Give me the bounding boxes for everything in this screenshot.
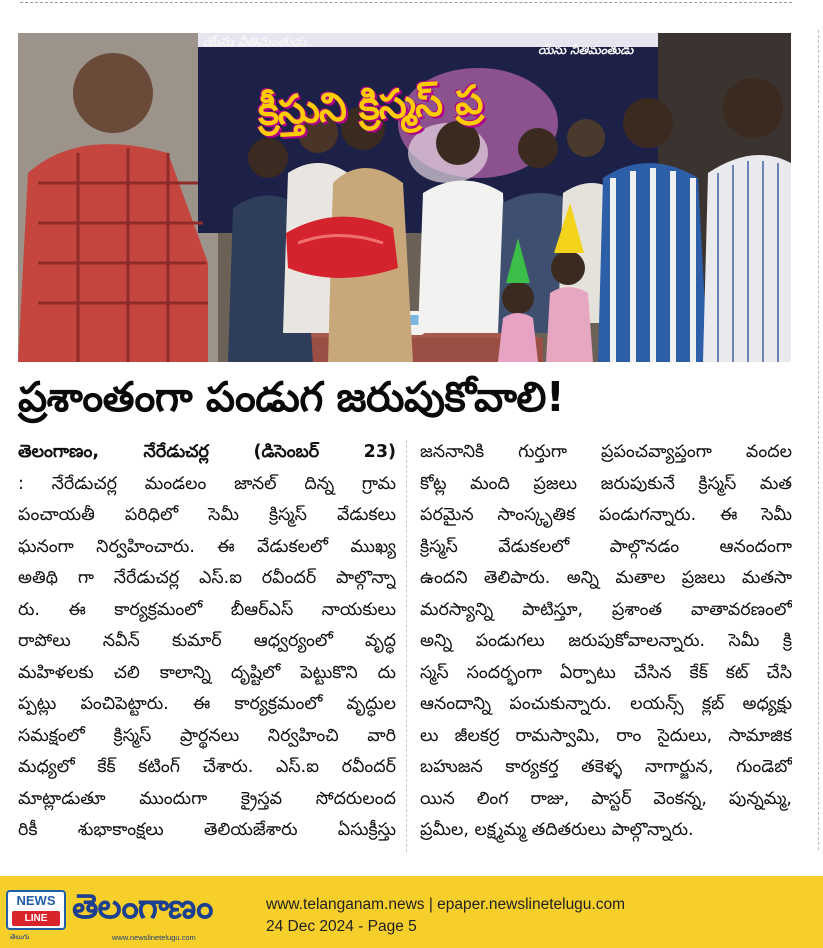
headline: ప్రశాంతంగా పండుగ జరుపుకోవాలి! [18, 373, 565, 421]
banner-text-main: క్రీస్తుని క్రిస్మస్ ప్ర [256, 77, 484, 135]
logo-line-text: LINE [12, 911, 60, 926]
footer-websites[interactable]: www.telanganam.news | epaper.newslinetelugu.com [266, 896, 626, 913]
column-divider [406, 440, 407, 852]
article-line: : నేరేడుచర్ల మండలం జానల్ దిన్న గ్రామ [18, 473, 396, 494]
footer-date-page: 24 Dec 2024 - Page 5 [266, 918, 417, 935]
article-line: ఆనందాన్ని పంచుకున్నారు. లయన్స్ క్లబ్ అధ్యక్షు [420, 694, 792, 714]
logo-news-text: NEWS [16, 893, 56, 908]
article-line: యిన లింగ రాజు, పాస్టర్ వెంకన్న, పున్నమ్మ, [420, 788, 792, 809]
article-column-left [18, 437, 396, 847]
article-line: సమక్షంలో క్రిస్మస్ ప్రార్థనలు నిర్వహించి వారి [18, 725, 396, 746]
article-line: మాట్లాడుతూ ముందుగా క్రైస్తవ సోదరులంద [18, 788, 396, 809]
article-line: జననానికి గుర్తుగా ప్రపంచవ్యాప్తంగా వందల [420, 442, 792, 462]
right-divider [818, 30, 819, 850]
article-line: కోట్ల మంది ప్రజలు జరుపుకునే క్రిస్మస్ మత [420, 473, 792, 494]
logo-url[interactable]: www.newslinetelugu.com [112, 933, 196, 942]
article-line: మరస్యాన్ని పాటిస్తూ, ప్రశాంత వాతావరణంలో [420, 599, 792, 620]
telanganam-logo[interactable]: తెలంగాణం [72, 887, 213, 927]
top-divider [20, 2, 792, 3]
dateline: తెలంగాణం, నేరేడుచర్ల (డిసెంబర్ 23) [18, 442, 396, 462]
article-line: ప్రమీల, లక్ష్మమ్మ తదితరులు పాల్గొన్నారు. [420, 820, 694, 840]
footer-bar [0, 876, 823, 948]
news-photo [18, 33, 791, 362]
article-line: లు జీలకర్ర రామస్వామి, రాం సైదులు, సామాజిక [420, 725, 792, 746]
article-line: మహిళలకు చలి కాలాన్ని దృష్టిలో పెట్టుకొని దు [18, 662, 396, 683]
article-line: రాపోలు నవీన్ కుమార్ ఆధ్వర్యంలో వృద్ధ [18, 631, 396, 651]
logo-subtitle: తెలుగు [10, 933, 30, 941]
article-column-right [420, 437, 792, 847]
article-line: ఉందని తెలిపారు. అన్ని మతాల ప్రజలు మతసా [420, 568, 792, 588]
article-line: రు. ఈ కార్యక్రమంలో బీఆర్ఎస్ నాయకులు [18, 599, 396, 620]
article-line: క్రిస్మస్ వేడుకలలో పాల్గొనడం ఆనందంగా [420, 536, 792, 557]
article-line: పరమైన సాంస్కృతిక పండుగన్నారు. ఈ సెమీ [420, 505, 792, 525]
article-line: అతిథి గా నేరేడుచర్ల ఎస్.ఐ రవీందర్ పాల్గొన్నా [18, 568, 396, 588]
article-line: ప్పట్లు పంచిపెట్టారు. ఈ కార్యక్రమంలో వృద్ధుల [18, 694, 396, 714]
newsline-logo[interactable] [6, 890, 66, 930]
article-line: బహుజన కార్యకర్త తకెళ్ళ నాగార్జున, గుండెబో [420, 757, 792, 777]
article-line: రికీ శుభాకాంక్షలు తెలియజేశారు ఏసుక్రీస్తు [18, 820, 396, 840]
article-line: అన్ని పండుగలు జరుపుకోవాలన్నారు. సెమీ క్రి [420, 631, 792, 651]
article-line: పంచాయతీ పరిధిలో సెమీ క్రిస్మస్ వేడుకలు [18, 505, 396, 525]
article-line: స్మస్ సందర్భంగా ఏర్పాటు చేసిన కేక్ కట్ చేసి [420, 662, 792, 683]
article-line: ఘనంగా నిర్వహించారు. ఈ వేడుకలలో ముఖ్య [18, 536, 396, 557]
banner-text-small: యేసు నీతిమంతుడు [203, 35, 307, 50]
banner-text-small: యేసు నీతిమంతుడు [538, 43, 634, 57]
article-line: మధ్యలో కేక్ కటింగ్ చేశారు. ఎస్.ఐ రవీందర్ [18, 757, 396, 777]
